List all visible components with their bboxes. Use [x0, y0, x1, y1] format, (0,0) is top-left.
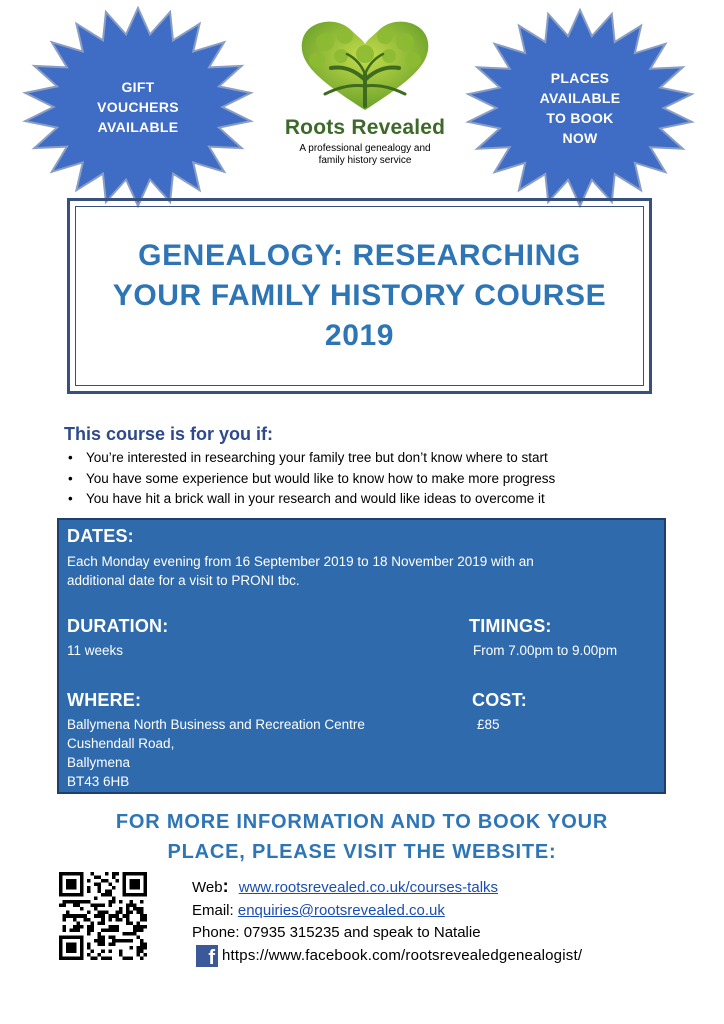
phone-contact-line: Phone: 07935 315235 and speak to Natalie — [192, 924, 481, 941]
email-label: Email: — [192, 902, 234, 919]
cost-value: £85 — [477, 717, 500, 732]
badge-right-line-3: TO BOOK — [546, 110, 614, 126]
title-line-1: GENEALOGY: RESEARCHING — [138, 239, 581, 272]
badge-left-line-1: GIFT — [121, 79, 155, 95]
course-details-box — [57, 518, 666, 794]
logo-tagline — [280, 143, 450, 167]
logo-name: Roots Revealed — [284, 116, 446, 139]
course-bullet-list — [64, 448, 555, 510]
cta-line-2: PLACE, PLEASE VISIT THE WEBSITE: — [167, 841, 557, 863]
dates-heading: DATES: — [67, 526, 134, 546]
email-contact-line — [192, 902, 445, 919]
bullet-icon: • — [68, 491, 73, 506]
email-link[interactable]: enquiries@rootsrevealed.co.uk — [237, 902, 445, 919]
roots-revealed-logo — [280, 14, 450, 184]
course-title — [113, 236, 606, 356]
web-label: Web — [192, 879, 223, 896]
logo-tagline-line-2: family history service — [318, 155, 412, 166]
bullet-icon: • — [68, 470, 73, 486]
logo-tagline-line-1: A professional genealogy and — [299, 143, 431, 154]
more-info-call-to-action — [0, 807, 724, 867]
timings-heading: TIMINGS: — [469, 616, 552, 636]
dates-line-1: Each Monday evening from 16 September 2019 to 18 November 2019 with an — [67, 554, 534, 569]
places-available-badge — [465, 8, 695, 208]
cta-line-1: FOR MORE INFORMATION AND TO BOOK YOUR — [115, 811, 609, 833]
web-contact-line: Web: www.rootsrevealed.co.uk/courses-talks — [192, 876, 499, 896]
facebook-link[interactable]: https://www.facebook.com/rootsrevealedgenealogist/ — [222, 947, 583, 964]
badge-right-line-1: PLACES — [550, 70, 610, 86]
course-for-you-heading: This course is for you if: — [64, 424, 274, 444]
dates-line-2: additional date for a visit to PRONI tbc. — [67, 573, 300, 588]
course-title-box — [67, 198, 652, 394]
where-line-2: Cushendall Road, — [67, 736, 175, 751]
where-line-1: Ballymena North Business and Recreation Centre — [67, 717, 365, 732]
badge-left-line-3: AVAILABLE — [97, 119, 179, 135]
qr-code[interactable] — [58, 872, 148, 960]
title-line-3: 2019 — [324, 319, 395, 352]
timings-value: From 7.00pm to 9.00pm — [473, 643, 618, 658]
title-line-2: YOUR FAMILY HISTORY COURSE — [112, 279, 607, 312]
list-item: • You have hit a brick wall in your research and would like ideas to overcome it — [64, 489, 555, 510]
duration-heading: DURATION: — [67, 616, 169, 636]
badge-right-line-2: AVAILABLE — [539, 90, 621, 106]
cost-heading: COST: — [472, 690, 527, 710]
badge-left-line-2: VOUCHERS — [97, 99, 179, 115]
where-line-3: Ballymena — [67, 755, 131, 770]
list-item: • You have some experience but would like to know how to make more progress — [64, 469, 555, 490]
facebook-icon[interactable]: f — [196, 945, 218, 967]
gift-vouchers-badge — [22, 6, 254, 208]
where-heading: WHERE: — [67, 690, 142, 710]
duration-value: 11 weeks — [67, 643, 124, 658]
list-item: • You’re interested in researching your family tree but don’t know where to start — [64, 448, 555, 469]
badge-right-line-4: NOW — [562, 130, 598, 146]
where-line-4: BT43 6HB — [67, 774, 130, 789]
bullet-icon: • — [68, 450, 73, 465]
website-link[interactable]: www.rootsrevealed.co.uk/courses-talks — [238, 879, 499, 896]
heart-tree-icon — [285, 14, 445, 114]
